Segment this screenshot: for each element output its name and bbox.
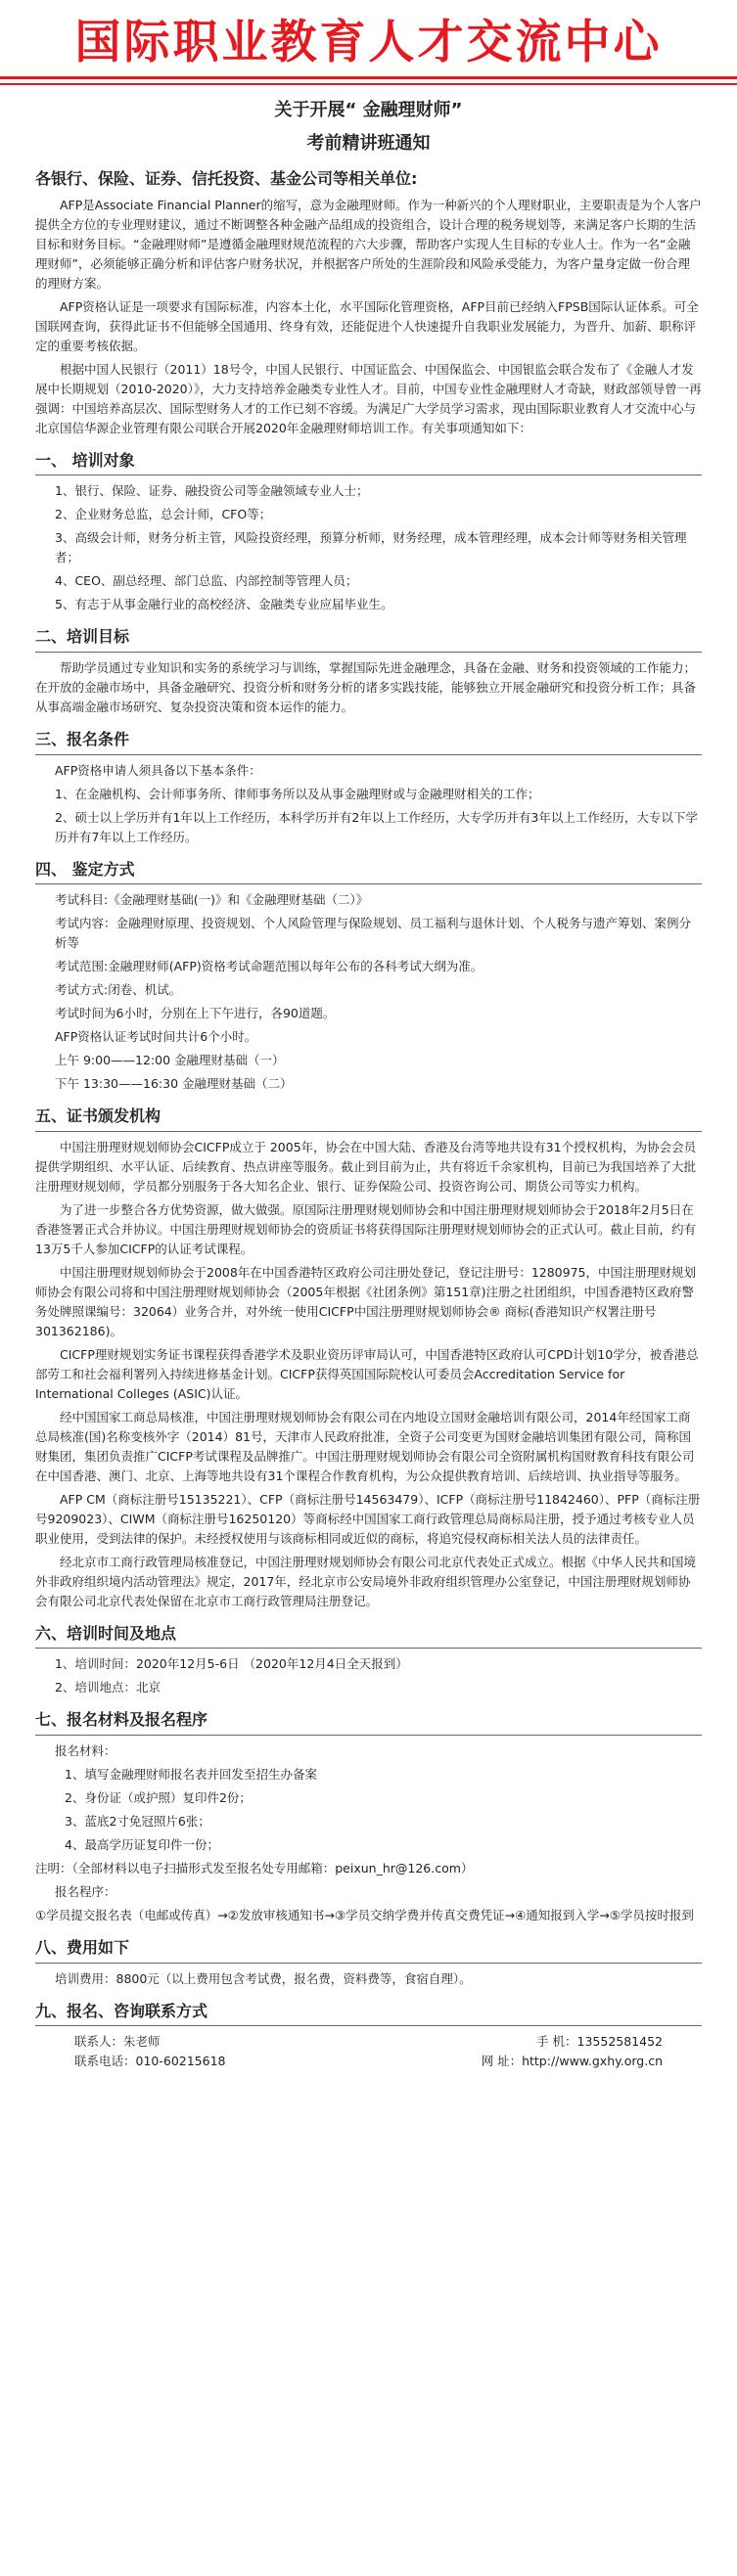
greeting: 各银行、保险、证券、信托投资、基金公司等相关单位: [35,169,418,189]
fee-text: 培训费用：8800元（以上费用包含考试费，报名费，资料费等，食宿自理）。 [55,1970,472,1986]
section-divider [35,1963,702,1964]
exam-schedule-lead: AFP资格认证考试时间共计6个小时。 [55,1029,257,1045]
section-divider [35,1131,702,1132]
title-red-rule-thin [0,83,737,85]
intro-paragraph: AFP是Associate Financial Planner的缩写，意为金融理财师。作为一种新兴的个人理财职业，主要职责是为个人客户提供全方位的专业理财建议，通过不断调整各种金融产品组成的投资组合，设计合理的税务规划等，来满足客户长期的生活目标和财务目标。“金融理财师”是遵循金融理财规范流程的六大步骤，帮助客户实现人生目标的专业人士。作为一名“金融理财师”，必须能够正确分析和评估客户财务状况，并根据客户所处的生涯阶段和风险承受能力，为客户量身定做一份合理的理财方案。 [35,197,702,291]
contact-website[interactable]: 网 址：http://www.gxhy.org.cn [481,2054,663,2069]
issuer-paragraph: AFP CM（商标注册号15135221）、CFP（商标注册号14563479）、ICFP（商标注册号11842460）、PFP（商标注册号9209023）、CIWM（商标注册号16250120）等商标经中国国家工商行政管理总局商标局注册，授予通过考核专业人员职业使用，受到法律的保护。未经授权使用与该商标相同或近似的商标，将追究侵权商标相关法人员的法律责任。 [35,1491,701,1546]
intro-paragraph: AFP资格认证是一项要求有国际标准，内容本土化，水平国际化管理资格，AFP目前已经纳入FPSB国际认证体系。可全国联网查询，获得此证书不但能够全国通用、终身有效，还能促进个人快速提升自我职业发展能力，为晋升、加薪、职称评定的重要考核依据。 [35,298,699,353]
section-heading-assessment: 四、 鉴定方式 [35,859,135,879]
list-item: 3、高级会计师，财务分析主管，风险投资经理，预算分析师，财务经理，成本管理经理，成本会计师等财务相关管理者； [55,530,687,565]
list-item: 4、最高学历证复印件一份； [65,1837,219,1853]
issuer-paragraph: CICFP理财规划实务证书课程获得香港学术及职业资历评审局认可，中国香港特区政府认可CPD计划10学分，被香港总部劳工和社会福利署列入持续进修基金计划。CICFP获得英国国际院校认可委员会Accreditation Service for International Colleges (ASIC)认证。 [35,1346,699,1401]
section-divider [35,1648,702,1649]
exam-scope: 考试范围:金融理财师(AFP)资格考试命题范围以每年公布的各科考试大纲为准。 [55,959,484,974]
contact-mobile[interactable]: 手 机：13552581452 [536,2034,663,2050]
list-item: 2、培训地点：北京 [55,1680,161,1695]
section-heading-trainees: 一、 培训对象 [35,450,135,470]
issuer-paragraph: 经北京市工商行政管理局核准登记，中国注册理财规划师协会有限公司北京代表处正式成立。根据《中华人民共和国境外非政府组织境内活动管理法》规定，2017年，经北京市公安局境外非政府组织管理办公室登记，中国注册理财规划师协会有限公司北京代表处保留在北京市工商行政管理局注册登记。 [35,1554,697,1608]
materials-note: 注明：（全部材料以电子扫描形式发至报名处专用邮箱：peixun_hr@126.com） [35,1861,474,1876]
list-item: 1、银行、保险、证券、融投资公司等金融领域专业人士； [55,483,369,499]
intro-paragraph: 根据中国人民银行（2011）18号令，中国人民银行、中国证监会、中国保监会、中国银监会联合发布了《金融人才发展中长期规划（2010-2020）》，大力支持培养金融类专业性人才。目前，中国专业性金融理财人才奇缺，财政部领导曾一再强调：中国培养高层次、国际型财务人才的工作已刻不容缓。为满足广大学员学习需求，现由国际职业教育人才交流中心与北京国信华源企业管理有限公司联合开展2020年金融理财师培训工作。有关事项通知如下： [35,361,702,435]
section-divider [35,652,702,653]
section-divider [35,883,702,884]
section-heading-time-place: 六、培训时间及地点 [35,1623,177,1643]
section-heading-contact: 九、报名、咨询联系方式 [35,2001,208,2020]
section-heading-goals: 二、培训目标 [35,627,130,647]
exam-afternoon: 下午 13:30——16:30 金融理财基础（二） [55,1076,293,1092]
requirements-lead: AFP资格申请人须具备以下基本条件： [55,762,261,778]
section-heading-issuer: 五、证书颁发机构 [35,1107,161,1126]
list-item: 5、有志于从事金融行业的高校经济、金融类专业应届毕业生。 [55,597,393,612]
list-item: 4、CEO、副总经理、部门总监、内部控制等管理人员； [55,573,358,589]
section-divider [35,754,702,755]
notice-subtitle: 关于开展“ 金融理财师” [274,99,463,120]
issuer-paragraph: 经中国国家工商总局核准，中国注册理财规划师协会有限公司在内地设立国财金融培训有限公司，2014年经国家工商总局核准(国)名称变核外字（2014）81号，天津市人民政府批准，全资子公司变更为国财金融培训集团有限公司，简称国财集团，集团负责推广CICFP考试课程及品牌推广。中国注册理财规划师协会有限公司全资附属机构国财教育科技有限公司在中国香港、澳门、北京、上海等地共设有31个课程合作教育机构，为公众提供教育培训、后续培训、执业指导等服务。 [35,1409,695,1483]
contact-name: 联系人：朱老师 [74,2034,161,2050]
issuer-paragraph: 中国注册理财规划师协会于2008年在中国香港特区政府公司注册处登记，登记注册号：1280975，中国注册理财规划师协会有限公司将和中国注册理财规划师协会（2005年根据《社团条例》第151章)注册之社团组织，中国香港特区政府警务处牌照课编号：32064）业务合并，对外统一使用CICFP中国注册理财规划师协会® 商标(香港知识产权署注册号301362186)。 [35,1264,696,1338]
contact-phone[interactable]: 联系电话：010-60215618 [74,2054,226,2069]
list-item: 2、企业财务总监，总会计师，CFO等； [55,507,272,522]
procedure-steps: ①学员提交报名表（电邮或传真）→②发放审核通知书→③学员交纳学费并传真交费凭证→④通知报到入学→⑤学员按时报到 [35,1908,694,1923]
list-item: 1、在金融机构、会计师事务所、律师事务所以及从事金融理财或与金融理财相关的工作； [55,786,540,801]
materials-label: 报名材料： [55,1743,116,1759]
issuer-paragraph: 中国注册理财规划师协会CICFP成立于 2005年，协会在中国大陆、香港及台湾等地共设有31个授权机构，为协会会员提供学期组织、水平认证、后续教育、热点讲座等服务。截止到目前为止，共有将近千余家机构，目前已为我国培养了大批注册理财规划师，学员都分别服务于各大知名企业、银行、证券保险公司、投资咨询公司、期货公司等实力机构。 [35,1139,697,1194]
contact-row [35,2052,702,2071]
exam-content: 考试内容：金融理财原理、投资规划、个人风险管理与保险规划、员工福利与退休计划、个人税务与遗产筹划、案例分析等 [55,916,692,951]
exam-time: 考试时间为6小时，分别在上下午进行，各90道题。 [55,1006,336,1021]
exam-method: 考试方式:闭卷、机试。 [55,982,182,998]
list-item: 1、培训时间：2020年12月5-6日 （2020年12月4日全天报到） [55,1656,408,1672]
section-divider [35,1735,702,1736]
list-item: 1、填写金融理财师报名表并回发至招生办备案 [65,1767,317,1783]
contact-row [35,2032,702,2052]
list-item: 2、身份证（或护照）复印件2份； [65,1790,252,1806]
goals-text: 帮助学员通过专业知识和实务的系统学习与训练，掌握国际先进金融理念，具备在金融、财务和投资领域的工作能力；在开放的金融市场中，具备金融研究、投资分析和财务分析的诸多实践技能，能够独立开展金融研究和投资分析工作；具备从事高端金融市场研究、复杂投资决策和资本运作的能力。 [35,660,697,715]
org-title: 国际职业教育人才交流中心 [74,16,663,69]
exam-morning: 上午 9:00——12:00 金融理财基础（一） [55,1053,285,1068]
issuer-paragraph: 为了进一步整合各方优势资源，做大做强。原国际注册理财规划师协会和中国注册理财规划师协会于2018年2月5日在香港签署正式合并协议。中国注册理财规划师协会的资质证书将获得国际注册理财规划师协会的正式认可。截止目前，约有13万5千人参加CICFP的认证考试课程。 [35,1201,697,1256]
notice-content [0,166,737,2071]
notice-subtitle-2: 考前精讲班通知 [306,133,431,155]
list-item: 3、蓝底2寸免冠照片6张； [65,1814,210,1830]
exam-subject: 考试科目:《金融理财基础(一)》和《金融理财基础（二）》 [55,892,369,908]
list-item: 2、硕士以上学历并有1年以上工作经历，本科学历并有2年以上工作经历，大专学历并有3年以上工作经历，大专以下学历并有7年以上工作经历。 [55,809,698,844]
title-red-rule [0,76,737,79]
procedure-label: 报名程序： [55,1884,116,1900]
section-heading-requirements: 三、报名条件 [35,730,130,749]
section-heading-fees: 八、费用如下 [35,1938,130,1958]
section-divider [35,2025,702,2026]
section-heading-enrollment: 七、报名材料及报名程序 [35,1710,208,1730]
